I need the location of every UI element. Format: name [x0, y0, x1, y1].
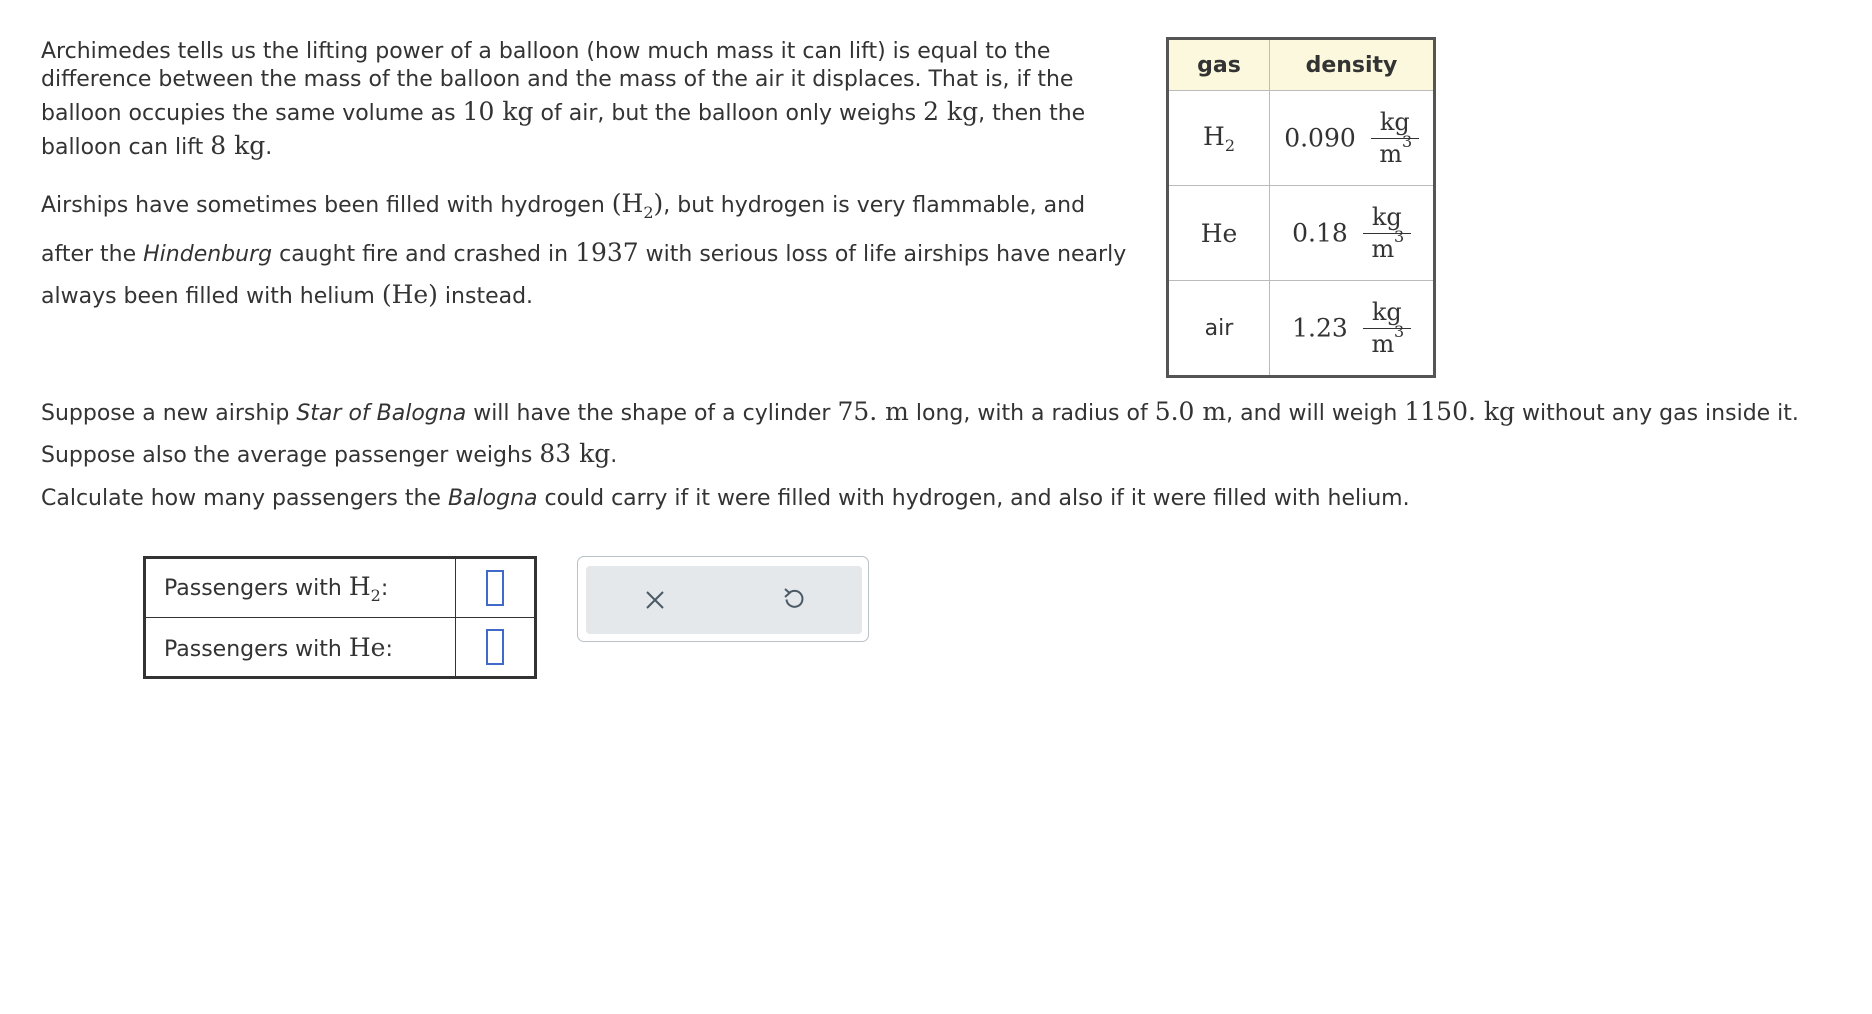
gas-cell: He	[1168, 186, 1270, 281]
action-panel	[577, 556, 869, 642]
table-row	[1168, 281, 1435, 377]
paragraph-problem: Suppose a new airship Star of Balogna will have the shape of a cylinder 75. m long, with a radius of 5.0 m, and will weigh 1150. kg without any gas inside it. Suppose also the average passenger weighs 83 kg.	[41, 397, 1799, 468]
clear-button[interactable]	[586, 566, 724, 634]
action-buttons	[586, 566, 862, 634]
gas-cell: $H_2$	[1168, 91, 1270, 186]
unit-fraction: kg m 3	[1371, 109, 1419, 167]
gas-cell: air	[1168, 281, 1270, 377]
airship-short-name: Balogna	[447, 486, 538, 511]
intro-line-4: balloon can lift 8 kg.	[41, 131, 273, 160]
density-cell: 1.23 kg m 3	[1270, 281, 1435, 377]
answer-row-helium	[145, 618, 536, 678]
density-table	[1166, 37, 1436, 378]
header-density: density	[1270, 39, 1435, 91]
hindenburg-italic: Hindenburg	[143, 242, 273, 267]
x-icon	[644, 589, 666, 611]
intro-text	[41, 38, 1161, 317]
intro-line-3: balloon occupies the same volume as 10 kg of air, but the balloon only weighs 2 kg, then the	[41, 97, 1086, 126]
density-cell: 0.090 kg m 3	[1270, 91, 1435, 186]
hydrogen-passengers-input[interactable]	[486, 570, 504, 606]
unit-fraction: kg m 3	[1363, 299, 1411, 357]
answer-label-hydrogen: Passengers with $H_2$:	[145, 558, 456, 618]
table-row	[1168, 186, 1435, 281]
undo-button[interactable]	[724, 566, 862, 634]
paragraph-archimedes	[41, 38, 1161, 162]
paragraph-question: Calculate how many passengers the Balogna could carry if it were filled with hydrogen, and also if it were filled with helium.	[41, 486, 1410, 511]
paragraph-airships: Airships have sometimes been filled with hydrogen $(H_2)$, but hydrogen is very flammable, and after the Hindenburg caught fire and crashed in 1937 with serious loss of life airships have nearly always been filled with helium (He) instead.	[41, 189, 1127, 309]
helium-passengers-input[interactable]	[486, 629, 504, 665]
intro-line-1: Archimedes tells us the lifting power of a balloon (how much mass it can lift) is equal to the	[41, 39, 1051, 64]
table-row	[1168, 91, 1435, 186]
density-cell: 0.18 kg m 3	[1270, 186, 1435, 281]
airship-name: Star of Balogna	[296, 401, 467, 426]
answer-row-hydrogen	[145, 558, 536, 618]
intro-line-2: difference between the mass of the balloon and the mass of the air it displaces. That is, if the	[41, 67, 1074, 92]
header-gas: gas	[1168, 39, 1270, 91]
answer-table	[143, 556, 537, 679]
unit-fraction: kg m 3	[1363, 204, 1411, 262]
undo-icon	[781, 587, 805, 613]
answer-label-helium: Passengers with He:	[145, 618, 456, 678]
